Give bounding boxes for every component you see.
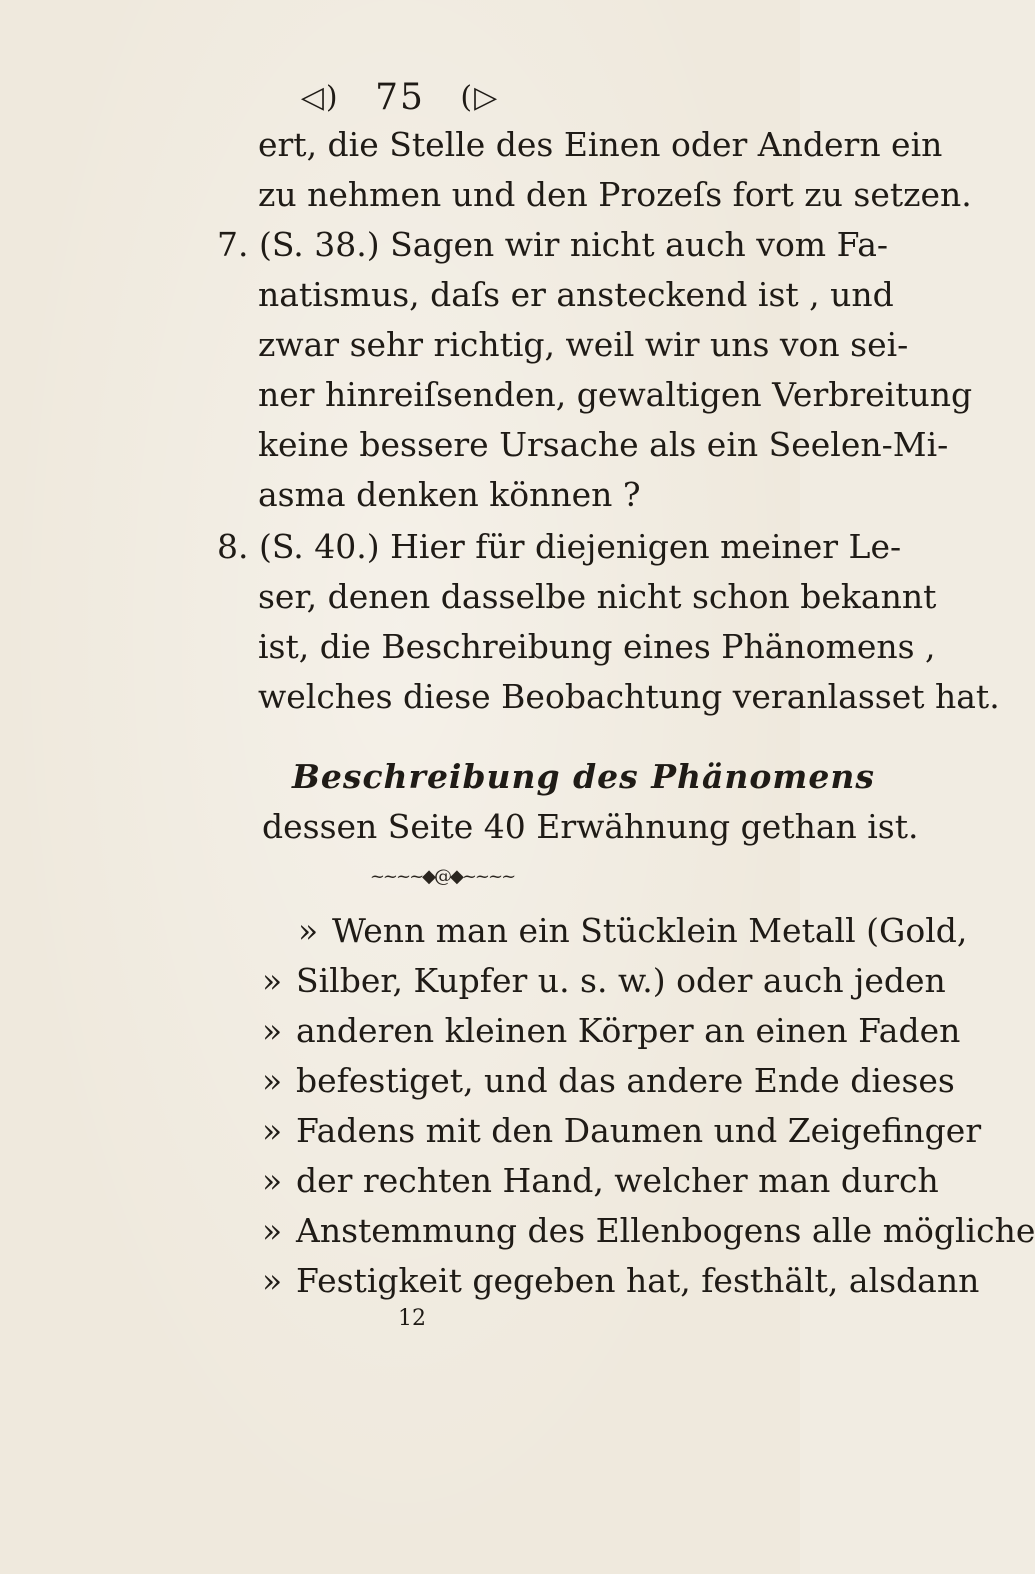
quote-line: [262, 1161, 939, 1200]
quote-marker: »: [262, 961, 283, 1000]
quote-text: Festigkeit gegeben hat, festhält, alsdann: [296, 1261, 980, 1300]
quote-marker: »: [262, 1161, 283, 1200]
right-ornament: (▷: [460, 79, 500, 115]
quote-line: [262, 1261, 980, 1300]
quote-line: [262, 961, 946, 1000]
page-header: [0, 74, 800, 118]
text-line: keine bessere Ursache als ein Seelen-Mi-: [258, 425, 949, 464]
text-line: 7. (S. 38.) Sagen wir nicht auch vom Fa-: [217, 225, 889, 264]
quote-marker: »: [262, 1111, 283, 1150]
quote-text: befestiget, und das andere Ende dieses: [296, 1061, 955, 1100]
signature-mark: 12: [398, 1306, 426, 1331]
quote-line: [298, 911, 968, 950]
page-number: 75: [375, 76, 425, 118]
text-line: ner hinreiſsenden, gewaltigen Verbreitung: [258, 375, 973, 414]
ornamental-divider: ~~~~◆@◆~~~~: [369, 866, 515, 887]
quote-text: Wenn man ein Stücklein Metall (Gold,: [332, 911, 968, 950]
quote-text: Silber, Kupfer u. s. w.) oder auch jeden: [296, 961, 946, 1000]
text-line: ist, die Beschreibung eines Phänomens ,: [258, 627, 936, 666]
quote-text: anderen kleinen Körper an einen Faden: [296, 1011, 961, 1050]
quote-line: [262, 1061, 955, 1100]
text-line: ser, denen dasselbe nicht schon bekannt: [258, 577, 937, 616]
quote-text: Fadens mit den Daumen und Zeigefinger: [296, 1111, 982, 1150]
text-line: ert, die Stelle des Einen oder Andern ein: [258, 125, 943, 164]
text-line: zu nehmen und den Prozeſs fort zu setzen.: [258, 175, 972, 214]
quote-marker: »: [262, 1011, 283, 1050]
section-title: Beschreibung des Phänomens: [292, 757, 875, 796]
quote-text: Anstemmung des Ellenbogens alle mögliche: [296, 1211, 1035, 1250]
quote-marker: »: [298, 911, 319, 950]
quote-marker: »: [262, 1261, 283, 1300]
left-ornament: ◁): [300, 79, 340, 115]
quote-line: [262, 1211, 1035, 1250]
text-line: zwar sehr richtig, weil wir uns von sei-: [258, 325, 909, 364]
quote-marker: »: [262, 1061, 283, 1100]
text-line: asma denken können ?: [258, 475, 641, 514]
section-subtitle: dessen Seite 40 Erwähnung gethan ist.: [262, 807, 919, 846]
text-line: 8. (S. 40.) Hier für diejenigen meiner Le-: [217, 527, 902, 566]
quote-line: [262, 1111, 982, 1150]
text-line: welches diese Beobachtung veranlasset hat.: [258, 677, 1000, 716]
quote-marker: »: [262, 1211, 283, 1250]
quote-line: [262, 1011, 961, 1050]
text-line: natismus, daſs er ansteckend ist , und: [258, 275, 894, 314]
quote-text: der rechten Hand, welcher man durch: [296, 1161, 939, 1200]
